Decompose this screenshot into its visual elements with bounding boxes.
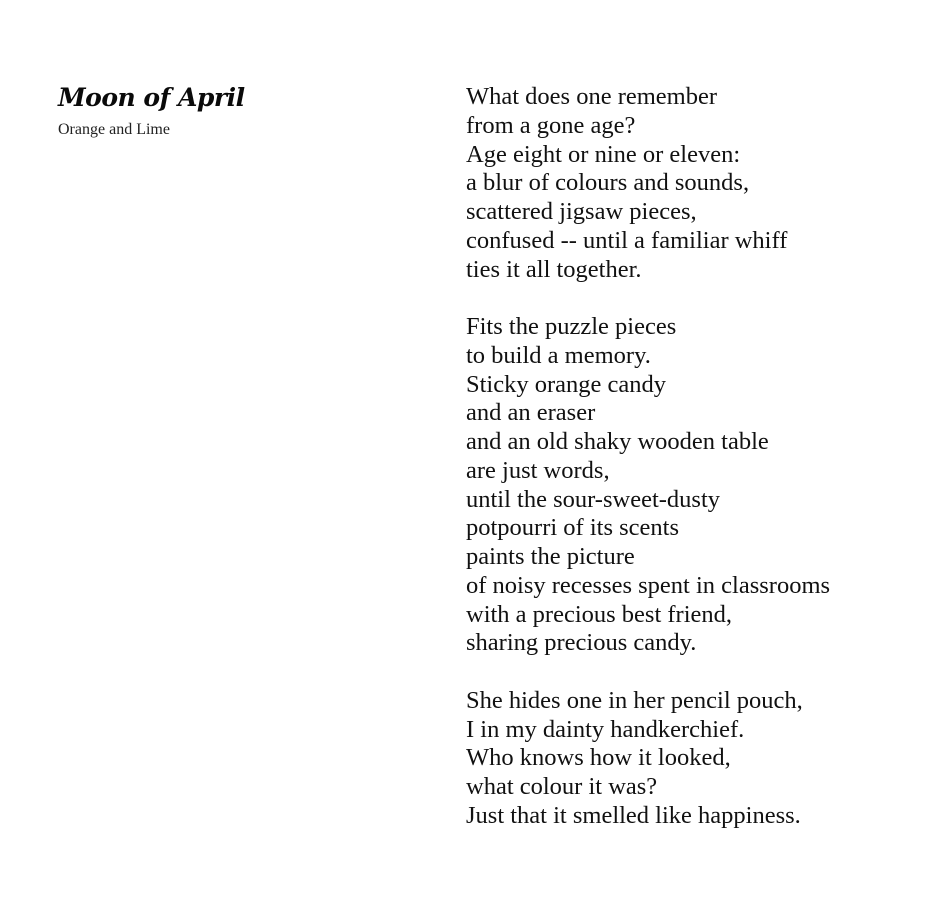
poem-line: scattered jigsaw pieces, bbox=[466, 198, 697, 225]
poem-line: Fits the puzzle pieces bbox=[466, 313, 677, 340]
poem-line: potpourri of its scents bbox=[466, 514, 679, 542]
poem-subtitle: Orange and Lime bbox=[58, 121, 170, 138]
poem-line: are just words, bbox=[466, 456, 610, 484]
stanza-3 bbox=[466, 687, 936, 831]
poem-line: sharing precious candy. bbox=[466, 629, 697, 657]
poem-line: confused -- until a familiar whiff bbox=[466, 226, 788, 254]
poem-line: Just that it smelled like happiness. bbox=[466, 801, 801, 829]
poem-line: from a gone age? bbox=[466, 111, 636, 139]
poem-line: until the sour-sweet-dusty bbox=[466, 485, 720, 513]
poem-line: what colour it was? bbox=[466, 773, 658, 800]
poem-title: Moon of April bbox=[58, 83, 245, 112]
poem-line: of noisy recesses spent in classrooms bbox=[466, 571, 831, 599]
poem-line: Sticky orange candy bbox=[466, 370, 667, 398]
poem-body bbox=[466, 83, 936, 831]
poem-line: I in my dainty handkerchief. bbox=[466, 715, 745, 743]
poem-line: and an eraser bbox=[466, 399, 596, 427]
poem-line: with a precious best friend, bbox=[466, 600, 733, 628]
poem-line: a blur of colours and sounds, bbox=[466, 169, 750, 197]
poem-line: to build a memory. bbox=[466, 341, 651, 369]
poem-line: and an old shaky wooden table bbox=[466, 428, 769, 455]
poem-line: She hides one in her pencil pouch, bbox=[466, 686, 803, 714]
poem-header bbox=[58, 80, 418, 140]
stanza-2 bbox=[466, 313, 936, 658]
poem-line: paints the picture bbox=[466, 543, 635, 570]
stanza-1 bbox=[466, 83, 936, 284]
poem-line: Who knows how it looked, bbox=[466, 744, 731, 772]
poem-line: Age eight or nine or eleven: bbox=[466, 140, 741, 168]
poem-line: What does one remember bbox=[466, 83, 718, 110]
poem-line: ties it all together. bbox=[466, 255, 642, 283]
